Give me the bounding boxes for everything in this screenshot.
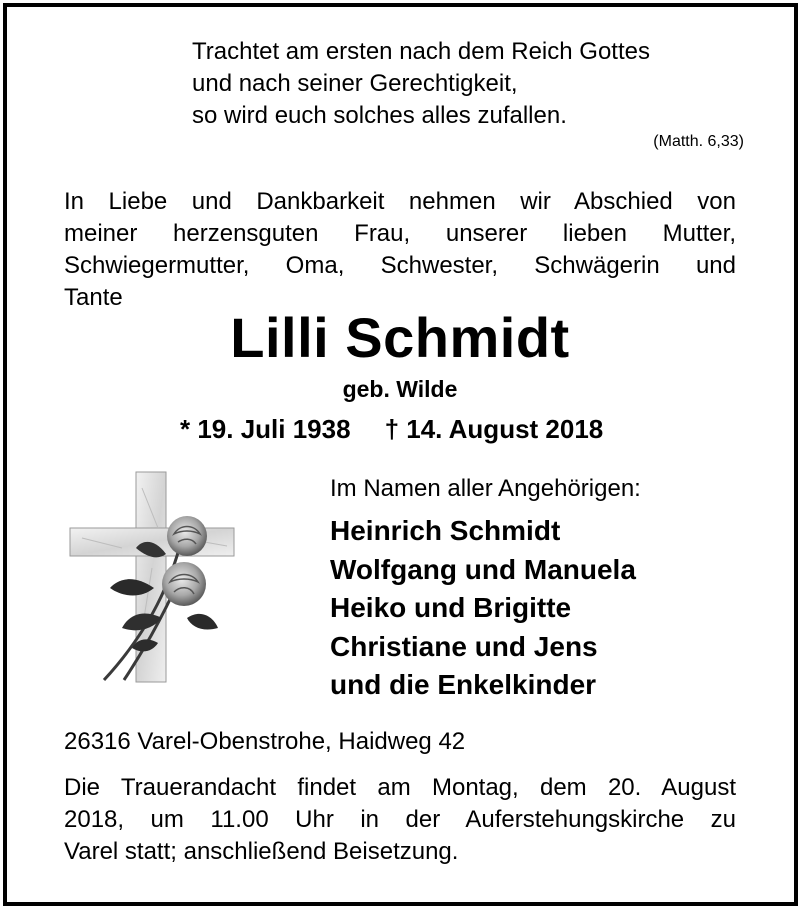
service-line: 2018, um 11.00 Uhr in der Auferstehungskirche zu <box>64 806 736 833</box>
mourner-name: Heinrich Schmidt <box>330 515 561 546</box>
life-dates <box>180 414 603 445</box>
verse-line: so wird euch solches alles zufallen. <box>192 102 567 129</box>
verse-line: Trachtet am ersten nach dem Reich Gottes <box>192 38 650 65</box>
service-line: Varel statt; anschließend Beisetzung. <box>64 838 459 865</box>
intro-line: In Liebe und Dankbarkeit nehmen wir Abschied von <box>64 188 736 215</box>
service-line: Die Trauerandacht findet am Montag, dem 20. August <box>64 774 736 801</box>
mourner-name: Wolfgang und Manuela <box>330 553 636 585</box>
death-date: † 14. August 2018 <box>384 414 604 444</box>
verse-reference: (Matth. 6,33) <box>653 133 744 150</box>
intro-text <box>64 186 736 314</box>
deceased-name: Lilli Schmidt <box>230 306 570 369</box>
address: 26316 Varel-Obenstrohe, Haidweg 42 <box>64 728 466 755</box>
mourner-name: Christiane und Jens <box>330 630 598 662</box>
intro-line: Tante <box>64 284 123 311</box>
intro-line: Schwiegermutter, Oma, Schwester, Schwägerin und <box>64 252 736 279</box>
service-info <box>64 772 736 868</box>
verse-line: und nach seiner Gerechtigkeit, <box>192 70 518 97</box>
birth-date: * 19. Juli 1938 <box>180 414 351 444</box>
mourner-name: Heiko und Brigitte <box>330 592 572 623</box>
mourner-name: und die Enkelkinder <box>330 669 597 700</box>
birth-name: geb. Wilde <box>342 376 458 402</box>
bible-verse <box>192 36 650 132</box>
mourners-heading: Im Namen aller Angehörigen: <box>330 475 641 502</box>
intro-line: meiner herzensguten Frau, unserer lieben Mutter, <box>64 220 736 247</box>
mourners-list <box>330 512 636 705</box>
cross-with-roses-icon <box>62 468 242 688</box>
